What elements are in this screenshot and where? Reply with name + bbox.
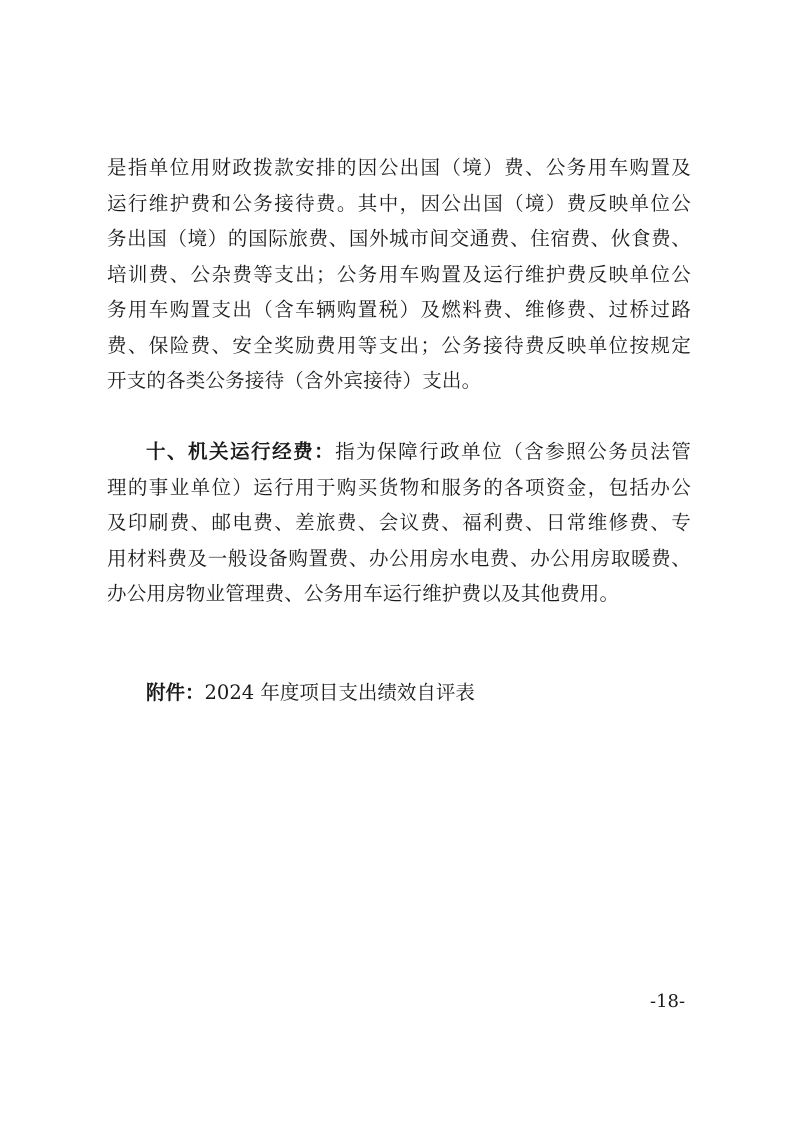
paragraph-line: 务出国（境）的国际旅费、国外城市间交通费、住宿费、伙食费、 bbox=[107, 227, 691, 250]
paragraph-line: 费、保险费、安全奖励费用等支出；公务接待费反映单位按规定 bbox=[107, 333, 691, 357]
paragraph-line: 用材料费及一般设备购置费、办公用房水电费、办公用房取暖费、 bbox=[107, 546, 691, 570]
paragraph-line: 培训费、公杂费等支出；公务用车购置及运行维护费反映单位公 bbox=[107, 262, 691, 286]
section-term: 十、机关运行经费： bbox=[146, 440, 336, 463]
attachment-title: 2024 年度项目支出绩效自评表 bbox=[204, 681, 475, 704]
paragraph-line: 办公用房物业管理费、公务用车运行维护费以及其他费用。 bbox=[107, 582, 620, 605]
paragraph-line: 务用车购置支出（含车辆购置税）及燃料费、维修费、过桥过路 bbox=[107, 298, 691, 321]
paragraph-line: 理的事业单位）运行用于购买货物和服务的各项资金，包括办公 bbox=[107, 475, 691, 499]
attachment-label: 附件： bbox=[146, 681, 205, 704]
paragraph-first-line bbox=[107, 434, 691, 470]
paragraph-line: 是指单位用财政拨款安排的因公出国（境）费、公务用车购置及 bbox=[107, 156, 691, 179]
paragraph-line-rest: 指为保障行政单位（含参照公务员法管 bbox=[335, 440, 691, 463]
attachment-line bbox=[146, 675, 475, 710]
paragraph-line: 开支的各类公务接待（含外宾接待）支出。 bbox=[107, 369, 482, 392]
paragraph-line: 及印刷费、邮电费、差旅费、会议费、福利费、日常维修费、专 bbox=[107, 511, 691, 534]
paragraph-line: 运行维护费和公务接待费。其中，因公出国（境）费反映单位公 bbox=[107, 191, 691, 215]
paragraph-public-expenses bbox=[107, 150, 691, 399]
page-number: -18- bbox=[650, 991, 686, 1012]
paragraph-operating-expenses bbox=[107, 434, 691, 612]
